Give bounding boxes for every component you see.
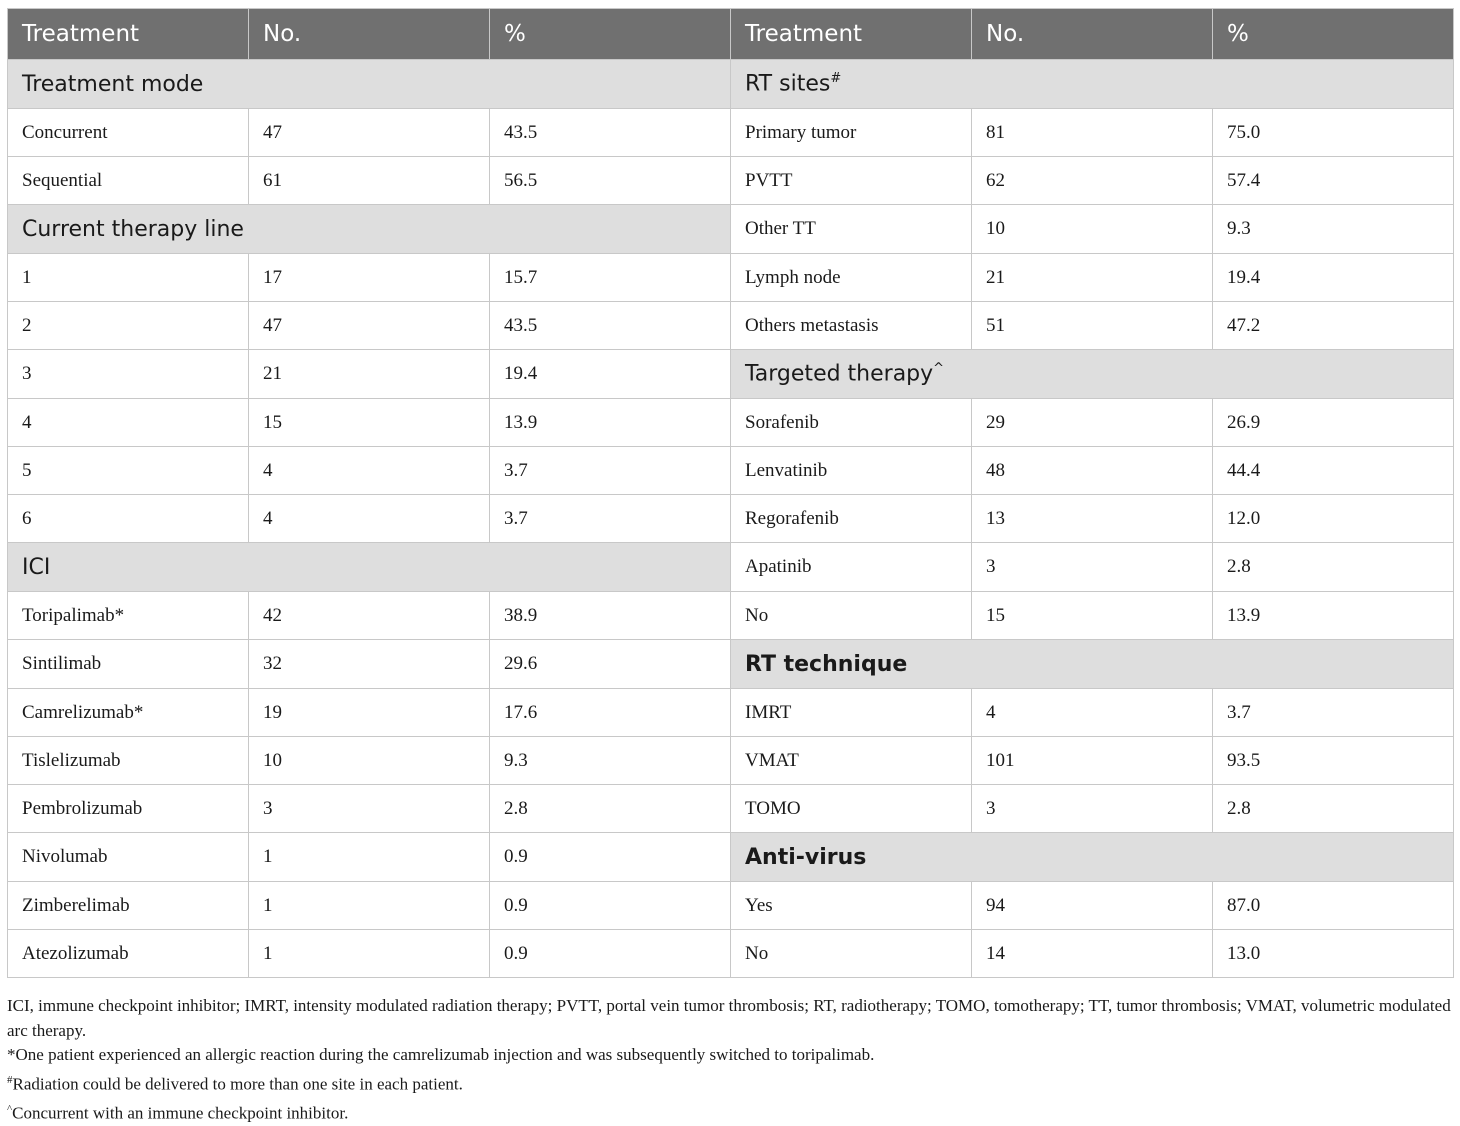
cell-label: No xyxy=(731,930,972,978)
cell-no: 81 xyxy=(972,109,1213,157)
cell-label: Sintilimab xyxy=(8,640,249,689)
table-row xyxy=(8,930,1454,978)
cell-label: Sequential xyxy=(8,157,249,205)
cell-label: Toripalimab* xyxy=(8,592,249,640)
footnote-caret: ^Concurrent with an immune checkpoint inhibitor. xyxy=(7,1102,349,1123)
table-row xyxy=(8,302,1454,350)
cell-pct: 3.7 xyxy=(490,495,731,543)
cell-label: 5 xyxy=(8,447,249,495)
cell-no: 61 xyxy=(249,157,490,205)
cell-label: VMAT xyxy=(731,737,972,785)
cell-label: Others metastasis xyxy=(731,302,972,350)
cell-label: No xyxy=(731,592,972,640)
cell-pct: 2.8 xyxy=(490,785,731,833)
cell-pct: 93.5 xyxy=(1213,737,1454,785)
footnote-abbreviations: ICI, immune checkpoint inhibitor; IMRT, intensity modulated radiation therapy; PVTT, portal vein tumor thrombosis; RT, radiotherapy; TOMO, tomotherapy; TT, tumor thrombosis; VMAT, volumetric modulated arc therapy. xyxy=(7,996,1451,1040)
cell-no: 29 xyxy=(972,399,1213,447)
cell-pct: 3.7 xyxy=(490,447,731,495)
cell-pct: 43.5 xyxy=(490,109,731,157)
cell-no: 10 xyxy=(972,205,1213,254)
cell-no: 32 xyxy=(249,640,490,689)
cell-label: Other TT xyxy=(731,205,972,254)
table-row xyxy=(8,109,1454,157)
header-pct-right: % xyxy=(1213,9,1454,60)
table-row xyxy=(8,882,1454,930)
cell-no: 15 xyxy=(249,399,490,447)
cell-pct: 19.4 xyxy=(490,350,731,399)
cell-no: 3 xyxy=(972,543,1213,592)
header-treatment-left: Treatment xyxy=(8,9,249,60)
cell-label: Regorafenib xyxy=(731,495,972,543)
header-row xyxy=(8,9,1454,60)
cell-pct: 0.9 xyxy=(490,833,731,882)
table-row xyxy=(8,785,1454,833)
cell-label: 6 xyxy=(8,495,249,543)
cell-label: Concurrent xyxy=(8,109,249,157)
cell-pct: 15.7 xyxy=(490,254,731,302)
cell-pct: 47.2 xyxy=(1213,302,1454,350)
cell-no: 4 xyxy=(972,689,1213,737)
cell-no: 62 xyxy=(972,157,1213,205)
cell-no: 19 xyxy=(249,689,490,737)
header-pct-left: % xyxy=(490,9,731,60)
cell-no: 42 xyxy=(249,592,490,640)
table-row xyxy=(8,205,1454,254)
cell-no: 47 xyxy=(249,302,490,350)
cell-no: 21 xyxy=(972,254,1213,302)
cell-no: 13 xyxy=(972,495,1213,543)
cell-no: 1 xyxy=(249,930,490,978)
header-no-left: No. xyxy=(249,9,490,60)
table-row xyxy=(8,254,1454,302)
cell-pct: 57.4 xyxy=(1213,157,1454,205)
treatment-table xyxy=(7,8,1454,978)
cell-pct: 2.8 xyxy=(1213,543,1454,592)
section-treatment-mode: Treatment mode xyxy=(8,60,731,109)
table-row xyxy=(8,737,1454,785)
cell-label: PVTT xyxy=(731,157,972,205)
cell-no: 1 xyxy=(249,833,490,882)
table-row xyxy=(8,833,1454,882)
footnote-star: *One patient experienced an allergic reaction during the camrelizumab injection and was subsequently switched to toripalimab. xyxy=(7,1045,875,1064)
cell-label: 2 xyxy=(8,302,249,350)
cell-pct: 13.0 xyxy=(1213,930,1454,978)
table-row xyxy=(8,60,1454,109)
cell-no: 3 xyxy=(972,785,1213,833)
footnote-hash: #Radiation could be delivered to more than one site in each patient. xyxy=(7,1073,463,1094)
cell-no: 14 xyxy=(972,930,1213,978)
cell-pct: 13.9 xyxy=(490,399,731,447)
cell-label: Pembrolizumab xyxy=(8,785,249,833)
cell-label: Nivolumab xyxy=(8,833,249,882)
cell-label: Atezolizumab xyxy=(8,930,249,978)
cell-no: 17 xyxy=(249,254,490,302)
cell-label: Primary tumor xyxy=(731,109,972,157)
cell-label: Apatinib xyxy=(731,543,972,592)
section-rt-sites: RT sites# xyxy=(731,60,1454,109)
cell-pct: 0.9 xyxy=(490,930,731,978)
cell-label: 3 xyxy=(8,350,249,399)
cell-no: 48 xyxy=(972,447,1213,495)
cell-pct: 43.5 xyxy=(490,302,731,350)
table-footnotes xyxy=(7,994,1455,1126)
cell-pct: 13.9 xyxy=(1213,592,1454,640)
cell-pct: 26.9 xyxy=(1213,399,1454,447)
section-ici: ICI xyxy=(8,543,731,592)
cell-pct: 38.9 xyxy=(490,592,731,640)
cell-no: 94 xyxy=(972,882,1213,930)
section-therapy-line: Current therapy line xyxy=(8,205,731,254)
header-treatment-right: Treatment xyxy=(731,9,972,60)
cell-label: Camrelizumab* xyxy=(8,689,249,737)
table-row xyxy=(8,495,1454,543)
section-targeted-therapy: Targeted therapy^ xyxy=(731,350,1454,399)
table-row xyxy=(8,640,1454,689)
cell-label: 4 xyxy=(8,399,249,447)
cell-no: 101 xyxy=(972,737,1213,785)
cell-label: Yes xyxy=(731,882,972,930)
cell-pct: 87.0 xyxy=(1213,882,1454,930)
cell-no: 3 xyxy=(249,785,490,833)
cell-pct: 56.5 xyxy=(490,157,731,205)
table-row xyxy=(8,592,1454,640)
header-no-right: No. xyxy=(972,9,1213,60)
cell-label: Lymph node xyxy=(731,254,972,302)
table-row xyxy=(8,399,1454,447)
cell-pct: 19.4 xyxy=(1213,254,1454,302)
table-row xyxy=(8,689,1454,737)
cell-label: TOMO xyxy=(731,785,972,833)
cell-no: 10 xyxy=(249,737,490,785)
cell-pct: 0.9 xyxy=(490,882,731,930)
cell-label: 1 xyxy=(8,254,249,302)
cell-pct: 2.8 xyxy=(1213,785,1454,833)
section-anti-virus: Anti-virus xyxy=(731,833,1454,882)
cell-pct: 9.3 xyxy=(490,737,731,785)
cell-no: 51 xyxy=(972,302,1213,350)
cell-label: Lenvatinib xyxy=(731,447,972,495)
cell-no: 21 xyxy=(249,350,490,399)
table-row xyxy=(8,350,1454,399)
cell-no: 4 xyxy=(249,447,490,495)
table-row xyxy=(8,447,1454,495)
cell-no: 15 xyxy=(972,592,1213,640)
cell-no: 1 xyxy=(249,882,490,930)
cell-label: IMRT xyxy=(731,689,972,737)
cell-no: 4 xyxy=(249,495,490,543)
cell-pct: 75.0 xyxy=(1213,109,1454,157)
cell-label: Zimberelimab xyxy=(8,882,249,930)
cell-pct: 9.3 xyxy=(1213,205,1454,254)
table-row xyxy=(8,157,1454,205)
cell-pct: 17.6 xyxy=(490,689,731,737)
cell-pct: 3.7 xyxy=(1213,689,1454,737)
section-rt-technique: RT technique xyxy=(731,640,1454,689)
cell-pct: 29.6 xyxy=(490,640,731,689)
table-row xyxy=(8,543,1454,592)
cell-label: Tislelizumab xyxy=(8,737,249,785)
cell-pct: 44.4 xyxy=(1213,447,1454,495)
cell-no: 47 xyxy=(249,109,490,157)
cell-label: Sorafenib xyxy=(731,399,972,447)
cell-pct: 12.0 xyxy=(1213,495,1454,543)
